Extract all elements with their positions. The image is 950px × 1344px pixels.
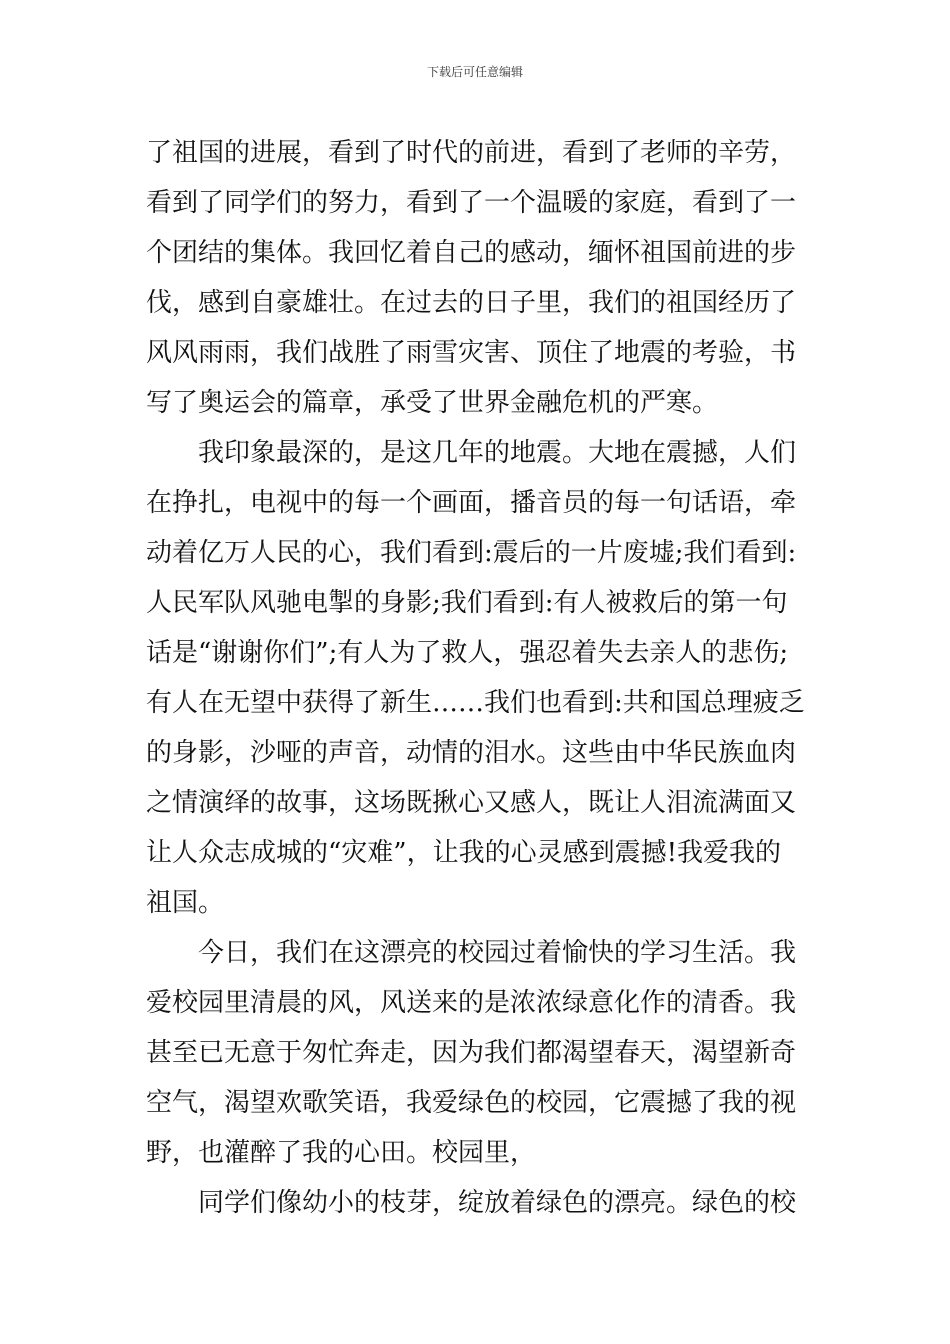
paragraph-start-line: 我印象最深的，是这几年的地震。大地在震撼，人们 [198, 438, 797, 468]
text-line: 让人众志成城的“灾难”，让我的心灵感到震撼!我爱我的 [146, 838, 782, 868]
text-line: 了祖国的进展，看到了时代的前进，看到了老师的辛劳， [146, 138, 797, 168]
text-line: 个团结的集体。我回忆着自己的感动，缅怀祖国前进的步 [146, 238, 797, 268]
text-line: 写了奥运会的篇章，承受了世界金融危机的严寒。 [146, 388, 719, 418]
text-line: 爱校园里清晨的风，风送来的是浓浓绿意化作的清香。我 [146, 988, 797, 1018]
text-line: 伐，感到自豪雄壮。在过去的日子里，我们的祖国经历了 [146, 288, 797, 318]
text-line: 的身影，沙哑的声音，动情的泪水。这些由中华民族血肉 [146, 738, 797, 768]
paragraph-start-line: 今日，我们在这漂亮的校园过着愉快的学习生活。我 [198, 938, 797, 968]
text-line: 风风雨雨，我们战胜了雨雪灾害、顶住了地震的考验，书 [146, 338, 797, 368]
text-line: 之情演绎的故事，这场既揪心又感人，既让人泪流满面又 [146, 788, 797, 818]
text-line: 空气，渴望欢歌笑语，我爱绿色的校园，它震撼了我的视 [146, 1088, 797, 1118]
text-line: 动着亿万人民的心，我们看到:震后的一片废墟;我们看到: [146, 538, 797, 568]
text-line: 祖国。 [146, 888, 225, 918]
text-line: 话是“谢谢你们”;有人为了救人，强忍着失去亲人的悲伤; [146, 638, 789, 668]
text-line: 野，也灌醉了我的心田。校园里， [146, 1138, 537, 1168]
page-header: 下载后可任意编辑 [426, 65, 523, 79]
text-line: 看到了同学们的努力，看到了一个温暖的家庭，看到了一 [146, 188, 797, 218]
text-line: 有人在无望中获得了新生……我们也看到:共和国总理疲乏 [146, 688, 805, 718]
text-line: 在挣扎，电视中的每一个画面，播音员的每一句话语，牵 [146, 488, 797, 518]
body-text [146, 128, 816, 1228]
paragraph-start-line: 同学们像幼小的枝芽，绽放着绿色的漂亮。绿色的校 [198, 1188, 797, 1218]
text-line: 甚至已无意于匆忙奔走，因为我们都渴望春天，渴望新奇 [146, 1038, 797, 1068]
text-line: 人民军队风驰电掣的身影;我们看到:有人被救后的第一句 [146, 588, 788, 618]
